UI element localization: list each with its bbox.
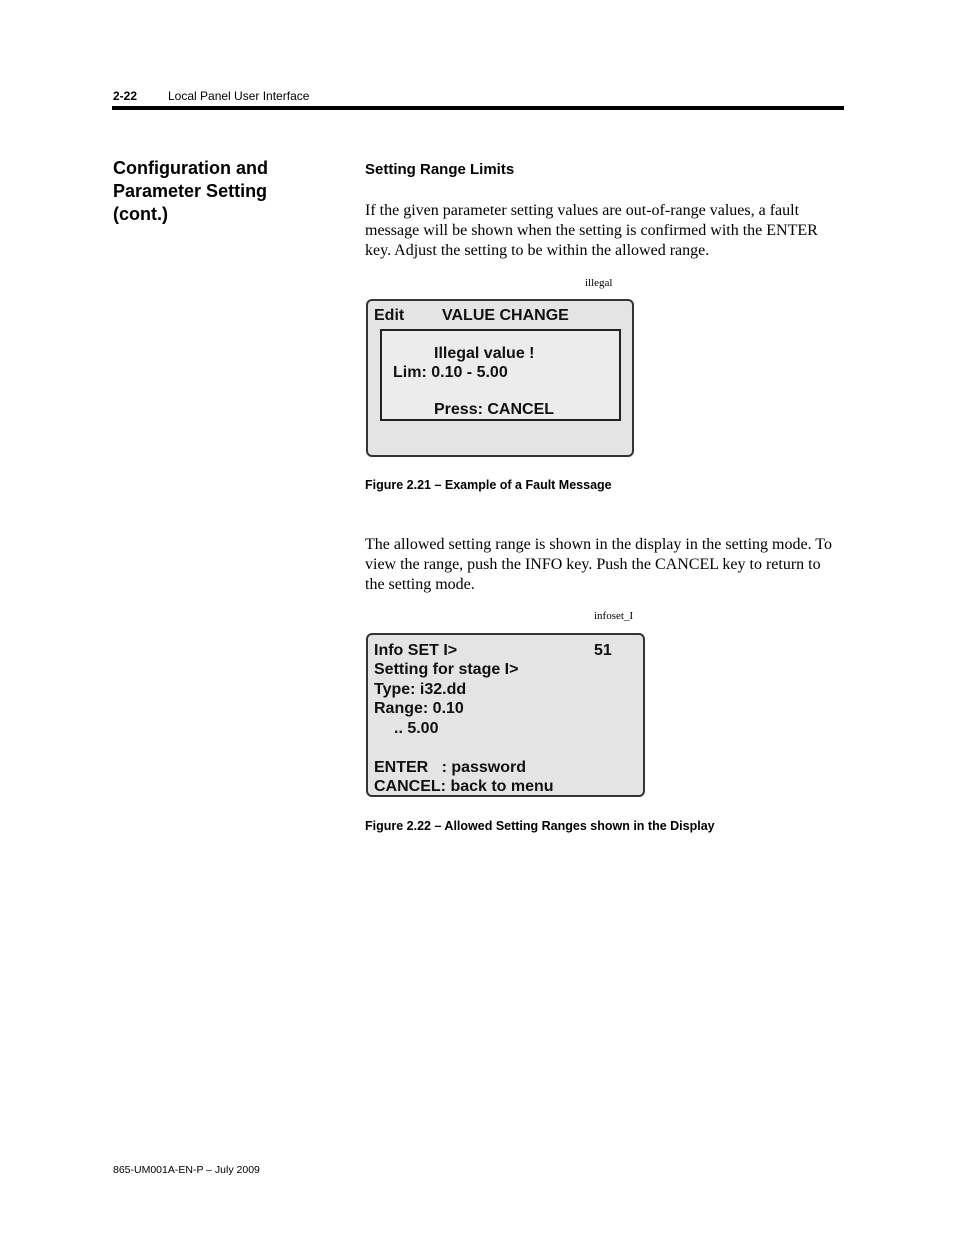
info-range-line: Range: 0.10	[374, 700, 464, 717]
side-heading-line: Configuration and	[113, 158, 268, 178]
info-set-title: Info SET I>	[374, 642, 458, 659]
lcd-title-value-change: VALUE CHANGE	[442, 307, 569, 324]
lcd-fault-display	[366, 299, 634, 457]
section-heading: Setting Range Limits	[365, 161, 515, 178]
page-number: 2-22	[113, 89, 138, 103]
side-heading-line: (cont.)	[113, 204, 168, 224]
side-heading	[113, 157, 313, 226]
info-range-upper: .. 5.00	[394, 720, 439, 737]
info-enter-line: ENTER : password	[374, 759, 527, 776]
figure-caption: Figure 2.22 – Allowed Setting Ranges shown in the Display	[365, 819, 715, 833]
header-rule	[112, 106, 844, 110]
figure-file-tag: infoset_I	[594, 610, 634, 622]
fault-press-cancel: Press: CANCEL	[434, 401, 555, 418]
side-heading-line: Parameter Setting	[113, 181, 268, 201]
fault-message-box	[380, 329, 621, 421]
info-stage-line: Setting for stage I>	[374, 661, 519, 678]
info-type-line: Type: i32.dd	[374, 681, 467, 698]
running-header-title: Local Panel User Interface	[168, 89, 310, 103]
info-cancel-line: CANCEL: back to menu	[374, 778, 554, 795]
figure-file-tag: illegal	[585, 277, 613, 289]
fault-illegal-value: Illegal value !	[434, 345, 535, 362]
figure-caption: Figure 2.21 – Example of a Fault Message	[365, 478, 612, 492]
footer-doc-id: 865-UM001A-EN-P – July 2009	[113, 1164, 260, 1176]
paragraph-fault-message: If the given parameter setting values are out-of-range values, a fault message will be shown when the setting is confirmed with the ENTER key. Adjust the setting to be within the allowed range.	[365, 202, 818, 259]
lcd-info-display	[366, 633, 645, 797]
lcd-title-edit: Edit	[374, 307, 405, 324]
fault-limit-range: Lim: 0.10 - 5.00	[393, 364, 508, 381]
paragraph-info-key: The allowed setting range is shown in the display in the setting mode. To view the range, push the INFO key. Push the CANCEL key to return to the setting mode.	[365, 536, 832, 593]
info-set-code: 51	[594, 642, 612, 659]
